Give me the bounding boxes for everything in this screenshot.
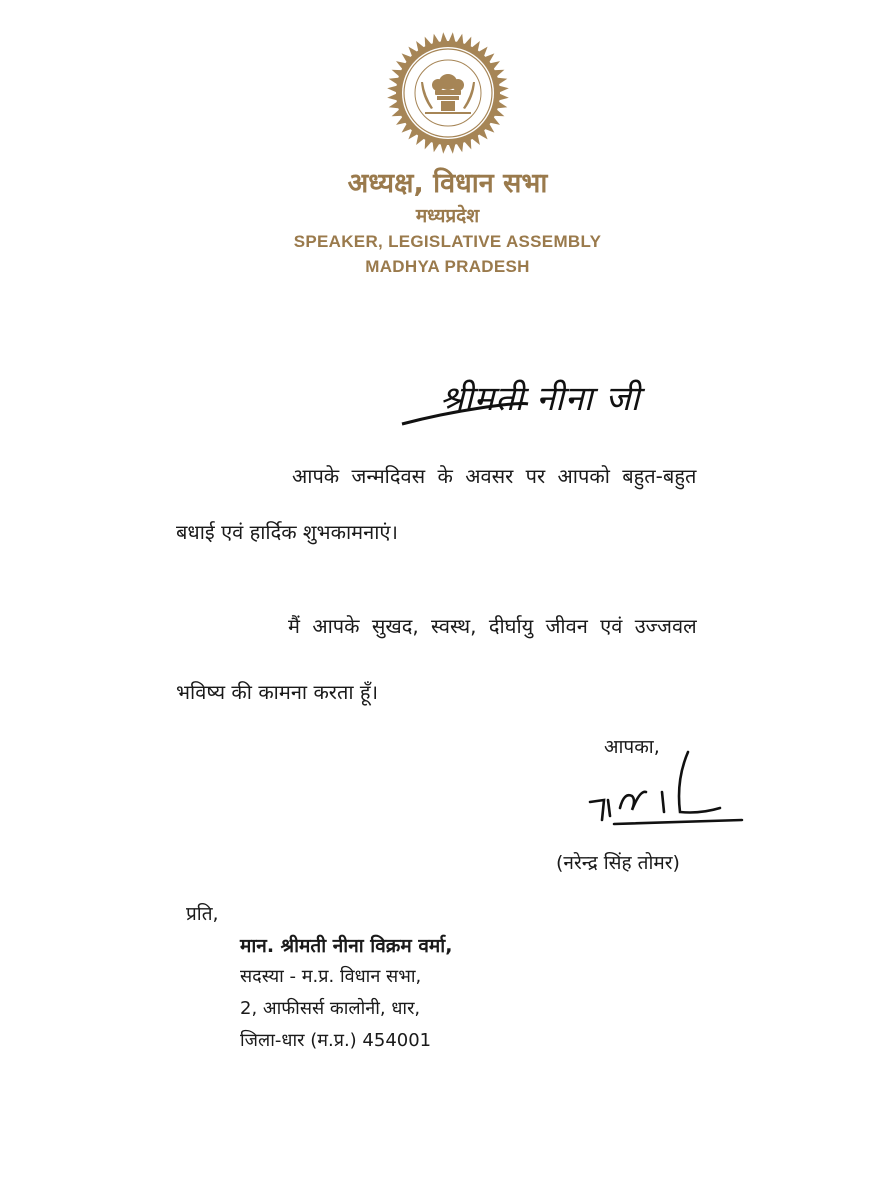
body-para2-line1: मैं आपके सुखद, स्वस्थ, दीर्घायु जीवन एवं उज्जवल bbox=[288, 614, 697, 638]
letterhead-subtitle-hindi: मध्यप्रदेश bbox=[415, 205, 480, 227]
recipient-address-line2: 2, आफीसर्स कालोनी, धार, bbox=[240, 998, 421, 1019]
body-para1-line2: बधाई एवं हार्दिक शुभकामनाएं। bbox=[176, 520, 399, 544]
assembly-emblem-icon bbox=[385, 30, 511, 156]
signer-name: (नरेन्द्र सिंह तोमर) bbox=[556, 852, 680, 874]
recipient-name: मान. श्रीमती नीना विक्रम वर्मा, bbox=[240, 935, 453, 957]
body-para2-line2: भविष्य की कामना करता हूँ। bbox=[176, 680, 379, 704]
closing-text: आपका, bbox=[604, 736, 660, 758]
letterhead-title-hindi: अध्यक्ष, विधान सभा bbox=[347, 168, 548, 199]
handwritten-signature bbox=[580, 740, 750, 830]
letterhead-title-english: SPEAKER, LEGISLATIVE ASSEMBLY bbox=[293, 232, 602, 251]
recipient-address-line1: सदस्या - म.प्र. विधान सभा, bbox=[240, 966, 422, 987]
letterhead-subtitle-english: MADHYA PRADESH bbox=[365, 257, 530, 276]
body-para1-line1: आपके जन्मदिवस के अवसर पर आपको बहुत-बहुत bbox=[292, 464, 697, 488]
handwritten-salutation: श्रीमती नीना जी bbox=[440, 379, 641, 419]
recipient-label: प्रति, bbox=[186, 903, 219, 925]
recipient-address-line3: जिला-धार (म.प्र.) 454001 bbox=[240, 1030, 432, 1051]
